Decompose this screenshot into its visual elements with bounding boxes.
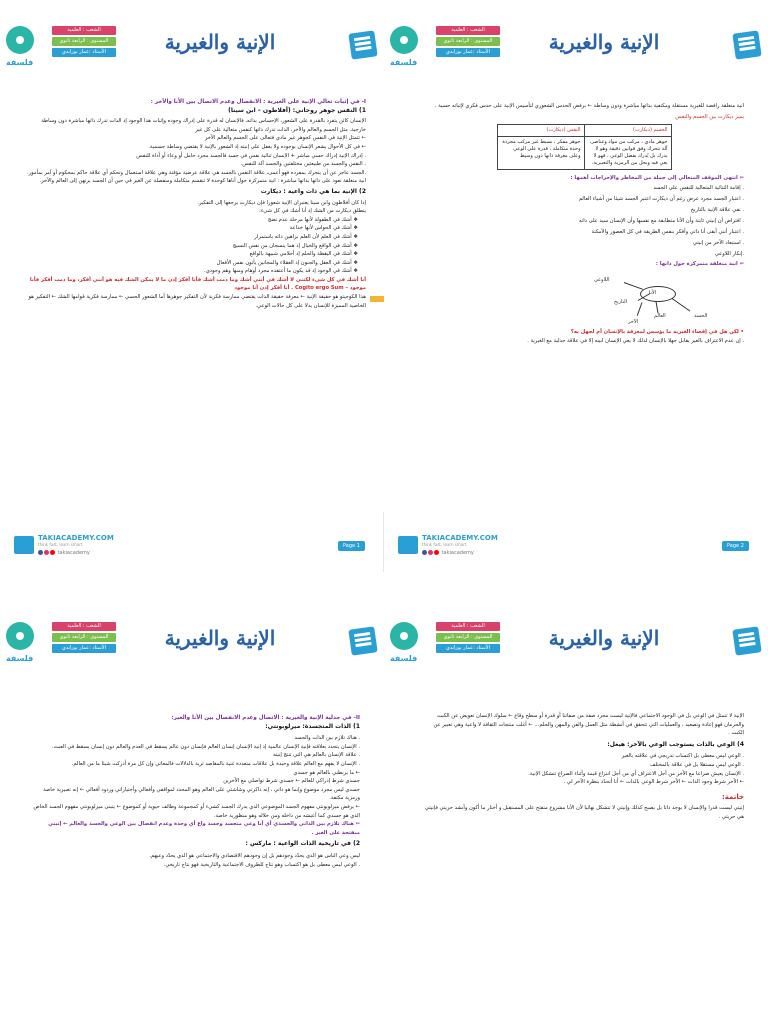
instagram-icon[interactable]	[44, 550, 49, 555]
page-1	[0, 0, 384, 512]
diagram-label-history: التاريخ	[614, 299, 627, 306]
page-number-badge: Page 1	[338, 541, 365, 551]
diagram-label-unconscious: اللاوعي	[594, 277, 610, 284]
page-4	[384, 572, 768, 1024]
subsection-title: 4) الوعي بالذات يستوجب الوعي بالآخر: هيغل:	[607, 740, 744, 748]
social-handle: takiacademy	[57, 550, 90, 556]
list-item: . إقامة الثنائية المتعالية للنفس على الجسد	[653, 184, 744, 191]
paragraph: .الجسد عاجز عن أن يتحرك بمفرده فهو أعمى، علاقة النفس بالجسد هي علاقة عرضية مؤقتة وهي علاقة استعمال وتحكم أي علاقة حاكم بمحكوم أو آمر بمأمور.	[27, 169, 366, 176]
paragraph: . الإنسان يتحدد بعلاقته فإنية الإنسان عالمية إذ إنية الإنسان إنسان العالم فإنسان دون عالم يسقط في العدم والعالم دون إنسان يسقط في العبث.	[51, 743, 360, 750]
social-handle: takiacademy	[441, 550, 474, 556]
page-header	[384, 20, 768, 70]
gear-icon	[6, 622, 34, 650]
instagram-icon[interactable]	[428, 550, 433, 555]
table-caption: يميز ديكارت بين الجسم والنفس	[675, 113, 744, 120]
gear-icon	[390, 26, 418, 54]
book-icon	[348, 30, 377, 59]
site-tagline: think fast, learn smart	[422, 542, 467, 547]
list-item: . اعتبار الجسد مجرد عرض رغم أن ديكارت اعتبر الجسد شيئا من أشياء العالم	[578, 195, 744, 202]
level-label: المستوى : الرابعة ثانوي	[436, 633, 500, 642]
diagram-line	[637, 303, 643, 316]
teacher-label: الأستاذ :عمار بوزايدي	[436, 48, 500, 57]
academy-logo-icon	[398, 536, 418, 554]
diagram-line	[624, 282, 643, 290]
teacher-label: الأستاذ :عمار بوزايدي	[52, 644, 116, 653]
paragraph: الإنسان كائن يتفرد بالقدرة على الشعور، الإحساس بذاته، فالإنسان له قدرة على إدراك وجوده وإثبات هذا الوجود إذ الذات تدرك ذاتها مباشرة دون وساطة خارجية. مثل الجسم والعالم والآخر، الذات تدرك ذاتها كنفس متعالية على كل غير	[41, 118, 366, 133]
page-title: الإنية والغيرية	[548, 30, 660, 54]
page-title: الإنية والغيرية	[548, 626, 660, 650]
paragraph: هذا الكوجيتو هو حقيقة الإنية ← معرفة حقيقة الذات يقتضي ممارسة فكرية لأن التفكير جوهرها أما الشعور الحسي ← ممارسة فكرية قوامها الشك ← التفكير هو الخاصية المميزة للإنسان بدلا على كل حالات الوعي.	[28, 294, 366, 309]
list-item: . استبعاد الآخر من إنيتي	[692, 239, 744, 246]
branch-label: الشعب : العلمية	[52, 26, 116, 35]
brand-label: فلسفة	[390, 58, 418, 67]
paragraph: جسدي شرط إدراكي للعالم ← جسدي شرط تواصلي مع الآخرين	[223, 778, 360, 785]
gear-icon	[390, 622, 418, 650]
paragraph: . علاقة الإنسان بالعالم هي التي تنتج إنيته	[273, 752, 360, 759]
paragraph: جسدي ليس مجرد موضوع وإنما هو ذاتي ، إنه ذاكرتي وشاشتي على العالم وهو المحدد لمواقفي وأفعالي وأختياراتي وردود أفعالي ← إنه تعبيرية خاصة ورمزية مكثفة.	[43, 786, 360, 802]
diagram-label-body: الجسد	[694, 313, 708, 320]
list-item: . اعتبار أنني أبقى أنا ذاتي وأفكر بنفس الطريقة في كل العصور والأمكنة	[591, 228, 744, 235]
gear-icon	[6, 26, 34, 54]
list-item: ❖ أشك في العقل والجنون إذ العقلاء والمجانين يأتون نفس الأفعال	[216, 259, 358, 266]
level-label: المستوى : الرابعة ثانوي	[52, 633, 116, 642]
paragraph: . هناك تلازم بين الذات والجسد	[294, 735, 360, 742]
paragraph: انية منغلقة رافضة للغيرية مستقلة ومكتفية بذاتها مباشرة ودون وساطة ← برفض الحدس الشعوري لتأسيس الإنية على حدس فكري لإثباته حسية .	[434, 103, 744, 109]
page-header	[384, 616, 768, 666]
table-header-body: الجسم (ديكارت)	[584, 125, 671, 137]
list-item: ❖ أشك في العلم لأن العلم براهين ذاته باستمرار	[254, 233, 358, 240]
ego-diagram	[594, 268, 744, 328]
site-tagline: think fast, learn smart	[38, 542, 83, 547]
diagram-label-other: الآخر	[628, 319, 639, 326]
paragraph: ← في كل الأحوال يشعر الإنسان بوجوده ولا يغفل على إنيته إذ الشعور بالإنية لا يقتضي وساطة جسمية.	[148, 143, 366, 150]
info-box	[52, 622, 116, 655]
youtube-icon[interactable]	[50, 550, 55, 555]
page-2	[384, 0, 768, 512]
branch-label: الشعب : العلمية	[52, 622, 116, 631]
table-cell: جوهر مادي ، مركب من مواد وعناصر، آلة تتحرك وفق قوانين دقيقة وهو لا يدرك بل يُدرك بفضل الوعي ، فهو لا يعي فيه وبحل من الرمزية والتعبيرية.	[584, 137, 671, 170]
page-3	[0, 572, 384, 1024]
academy-logo-icon	[14, 536, 34, 554]
info-box	[52, 26, 116, 59]
paragraph: ينطلق ديكارت من الشك إذ أنا أشك في كل شيء:	[259, 208, 366, 215]
list-item: ❖ أشك في اليقظة والحلم إذ أحلامي شبيهة بالواقع	[249, 251, 358, 258]
paragraph: إنيتي ليست قدرا والإنسان لا يوجد ذاتا بل يصبح كذلك وإنيتي لا تتشكل نهائيا لأن الأنا مشروع منفتح على المستقبل و أختار ما أكون وأنشد حريتي فإنيتي هي حريتي .	[424, 805, 744, 820]
footer-page1	[14, 534, 174, 560]
list-item: ❖ أشك في الوجود إذ قد يكون ما أعتقده مجرد أوهام ومنها وهم وجودي.	[204, 268, 358, 275]
subsection-title: 1) الذات المتجسدة: ميرلوبونتي:	[265, 722, 360, 730]
brand-label: فلسفة	[6, 58, 34, 67]
page-number-badge: Page 2	[722, 541, 749, 551]
brand-label: فلسفة	[390, 654, 418, 663]
paragraph: ليس وعي الناس هو الذي يحدّد وجودهم بل إن وجودهم الاقتصادي والاجتماعي هو الذي يحدّد وعيهم.	[149, 852, 360, 859]
list-item: ❖ أشك في الطفولة لأنها مرحلة عدم نضج	[267, 216, 358, 223]
section-heading: II- في جدلية الإنية والغيرية : الاتصال وعدم الانفصال بين الأنا والغير:	[171, 715, 360, 721]
body-soul-table	[497, 124, 672, 170]
footer-page2	[398, 534, 558, 560]
paragraph: ← يرفض ميرلوبونتي مفهوم الجسد الموضوعي الذي يدرك الجسد كشيء أو كمجموعة وظائف حيوية أو كموضوع ← يتبنى ميرلوبونتي مفهوم الجسد الخاص الذي هو جسدي كما أعيشه من داخله ومن خلاله وهو منظورية خاصة.	[33, 803, 360, 819]
paragraph: . الإنسان لا يفهم مع العالم علاقة وحيدة بل علاقات متعددة غنية بالمقاصد ثرية بالدلالات فالمعاني وإن كل مرة أدركت شيئا ما من العالم.	[71, 760, 360, 767]
diagram-label-world: العالم	[654, 313, 666, 320]
paragraph: ← تتمثل الإنية في النفس كجوهر غير مادي فتعالى على الجسم والعالم الآخر	[204, 135, 366, 142]
paragraph: . إدراك الإنية إدراك حسي مباشر + الإنسان ثنائية نفس في جسد فالجسد مجرد حامل أو وعاء أو أداة للنفس	[136, 152, 366, 159]
subsection-title: 2) الإنية بما هي ذات واعية : ديكارت	[260, 187, 366, 195]
section-heading: I- في إثبات تعالي الإنية على الغيرية : الانفصال وعدم الاتصال بين الأنا والآخر :	[150, 99, 366, 105]
paragraph: الإنية لا تتمثل في الوعي بل في الوجود الاجتماعي فالإنية ليست مجرد صفة من صفاتنا أو قدرة أو سطح وقاع ← سلوك الإنسان تعويض عن الكبت والحرمان فهو إعادة وتصعيد ، والعمليات التي تتحقق في أنشطة مثل العمل والفن والمهن والحلم... ← أغلب منتجات الثقافة لا واعية وهي تعبير عن الكبت .	[433, 713, 744, 737]
list-item: .إنكار اللاوعي	[714, 250, 744, 257]
doubt-list	[26, 216, 366, 276]
conclusion-note: ⇐ هناك تلازم بين الذاتي والجسدي أي أنا وعي متجسد وجسد واع أي وحدة وعدم انفصال بين الوعي والجسد والعالم ← إنيتي منفتحة على الغير .	[48, 821, 360, 836]
cogito-note: أنا أشك في كل شيء لكنني لا أشك في أنني أشك وما دمت أشك فأنا أفكر إذن ما لا يمكن الشك فيه هو أنني أفكر، وما دمت أفكر فأنا موجود – Cogito ergo Sum . أنا أفكر إذن أنا موجود	[29, 276, 366, 292]
question: • لكن هل في إقصاء الغيرية ما يؤسس لمعرفة بالإنسان أم لجهل به؟	[570, 329, 744, 336]
facebook-icon[interactable]	[38, 550, 43, 555]
teacher-label: الأستاذ :عمار بوزايدي	[52, 48, 116, 57]
results-list	[424, 183, 744, 260]
list-item: ❖ أشك في الواقع والخيال إذ هما ينسجان من نفس النسيج	[232, 242, 358, 249]
conclusion-heading: خاتمة:	[721, 792, 744, 801]
answer: . إن عدم الاعتراف بالغير يقابل جهلا بالإنسان لذلك لا يعي الإنسان انيته إلا في علاقة جدلية مع الغيرية .	[527, 337, 744, 344]
page-content	[424, 102, 744, 346]
social-row	[38, 550, 90, 556]
book-icon	[732, 30, 761, 59]
list-item: . افتراض أن إنيتي ثابتة وأن الأنا متطابقة مع نفسها وأن الإنسان سيد على ذاته	[579, 217, 744, 224]
book-icon	[732, 626, 761, 655]
results-heading: ⇐ انتهى الموقف المتعالي إلى جملة من المخاطر والإحراجات أهمها :	[570, 175, 744, 182]
subsection-title: 2) في تاريخية الذات الواعية : ماركس :	[245, 840, 360, 848]
page-header	[0, 616, 384, 666]
page-content	[26, 98, 366, 310]
brand-label: فلسفة	[6, 654, 34, 663]
teacher-label: الأستاذ :عمار بوزايدي	[436, 644, 500, 653]
diagram-line	[672, 298, 691, 311]
level-label: المستوى : الرابعة ثانوي	[436, 37, 500, 46]
arrow-icon	[370, 296, 384, 302]
paragraph: . الوعي ليس معطى بل اكتساب تدريجي في علاقته بالغير	[621, 753, 744, 760]
subsection-title: 1) النفس جوهر روحاني: (أفلاطون – ابن سينا)	[228, 106, 366, 114]
page-header	[0, 20, 384, 70]
paragraph: ← ما يربطني بالعالم هو جسدي	[293, 769, 360, 776]
info-box	[436, 622, 500, 655]
page-content	[424, 712, 744, 822]
table-cell: جوهر مفكر ، بسيط غير مركب مجردة وحدة متكاملة ، قدرة على الوعي وعلى معرفة ذاتها دون وسيط	[497, 137, 584, 170]
branch-label: الشعب : العلمية	[436, 26, 500, 35]
paragraph: . النفس والجسد من طبيعتين مختلفتين والجسد آلة للنفس.	[240, 161, 366, 168]
youtube-icon[interactable]	[434, 550, 439, 555]
info-box	[436, 26, 500, 59]
paragraph: انية منغلقة تعود على ذاتها بذاتها مباشرة : انية متمركزة حول أناها كوحدة لا تنقسم متكاملة ومنفصلة عن الغير في حين أن الجسد يرتهن إلى العالم والآخر.	[39, 178, 366, 185]
table-header-soul: النفس (ديكارت)	[497, 125, 584, 137]
diagram-heading: ⇐ انية منغلقة متمركزة حول ذاتها :	[655, 260, 744, 267]
list-item: . نفي علاقة الإنية بالتاريخ	[690, 206, 744, 213]
paragraph: . الوعي ليس مستقلا بل في علاقة بالمختلف	[650, 761, 744, 768]
level-label: المستوى : الرابعة ثانوي	[52, 37, 116, 46]
list-item: ❖ أشك في الحواس لأنها خداعة	[289, 225, 358, 232]
paragraph: . الوعي ليس معطى بل هو اكتساب وهو نتاج للظروف الاجتماعية والتاريخية فهو نتاج تاريخي.	[163, 861, 360, 868]
page-title: الإنية والغيرية	[164, 626, 276, 650]
facebook-icon[interactable]	[422, 550, 427, 555]
book-icon	[348, 626, 377, 655]
branch-label: الشعب : العلمية	[436, 622, 500, 631]
page-title: الإنية والغيرية	[164, 30, 276, 54]
paragraph: . الإنسان يعيش صراعا مع الآخر من أجل الاعتراف أي من أجل انتزاع قيمة وأثناء الصراع تتشكل الإنية.	[528, 770, 744, 777]
paragraph: ← الآخر شرط وجود الذات ← الآخر شرط الوعي بالذات ← أنا أتحدّد بنظرة الآخر لي .	[563, 779, 744, 786]
social-row	[422, 550, 474, 556]
site-name: TAKIACADEMY.COM	[38, 534, 114, 542]
diagram-label-ego: الأنا	[649, 290, 657, 297]
page-content	[30, 714, 360, 869]
paragraph: إذا كان أفلاطون وابن سينا يعتبران الإنية شعورا فإن ديكارت يرجعها إلى التفكير.	[197, 199, 366, 206]
site-name: TAKIACADEMY.COM	[422, 534, 498, 542]
